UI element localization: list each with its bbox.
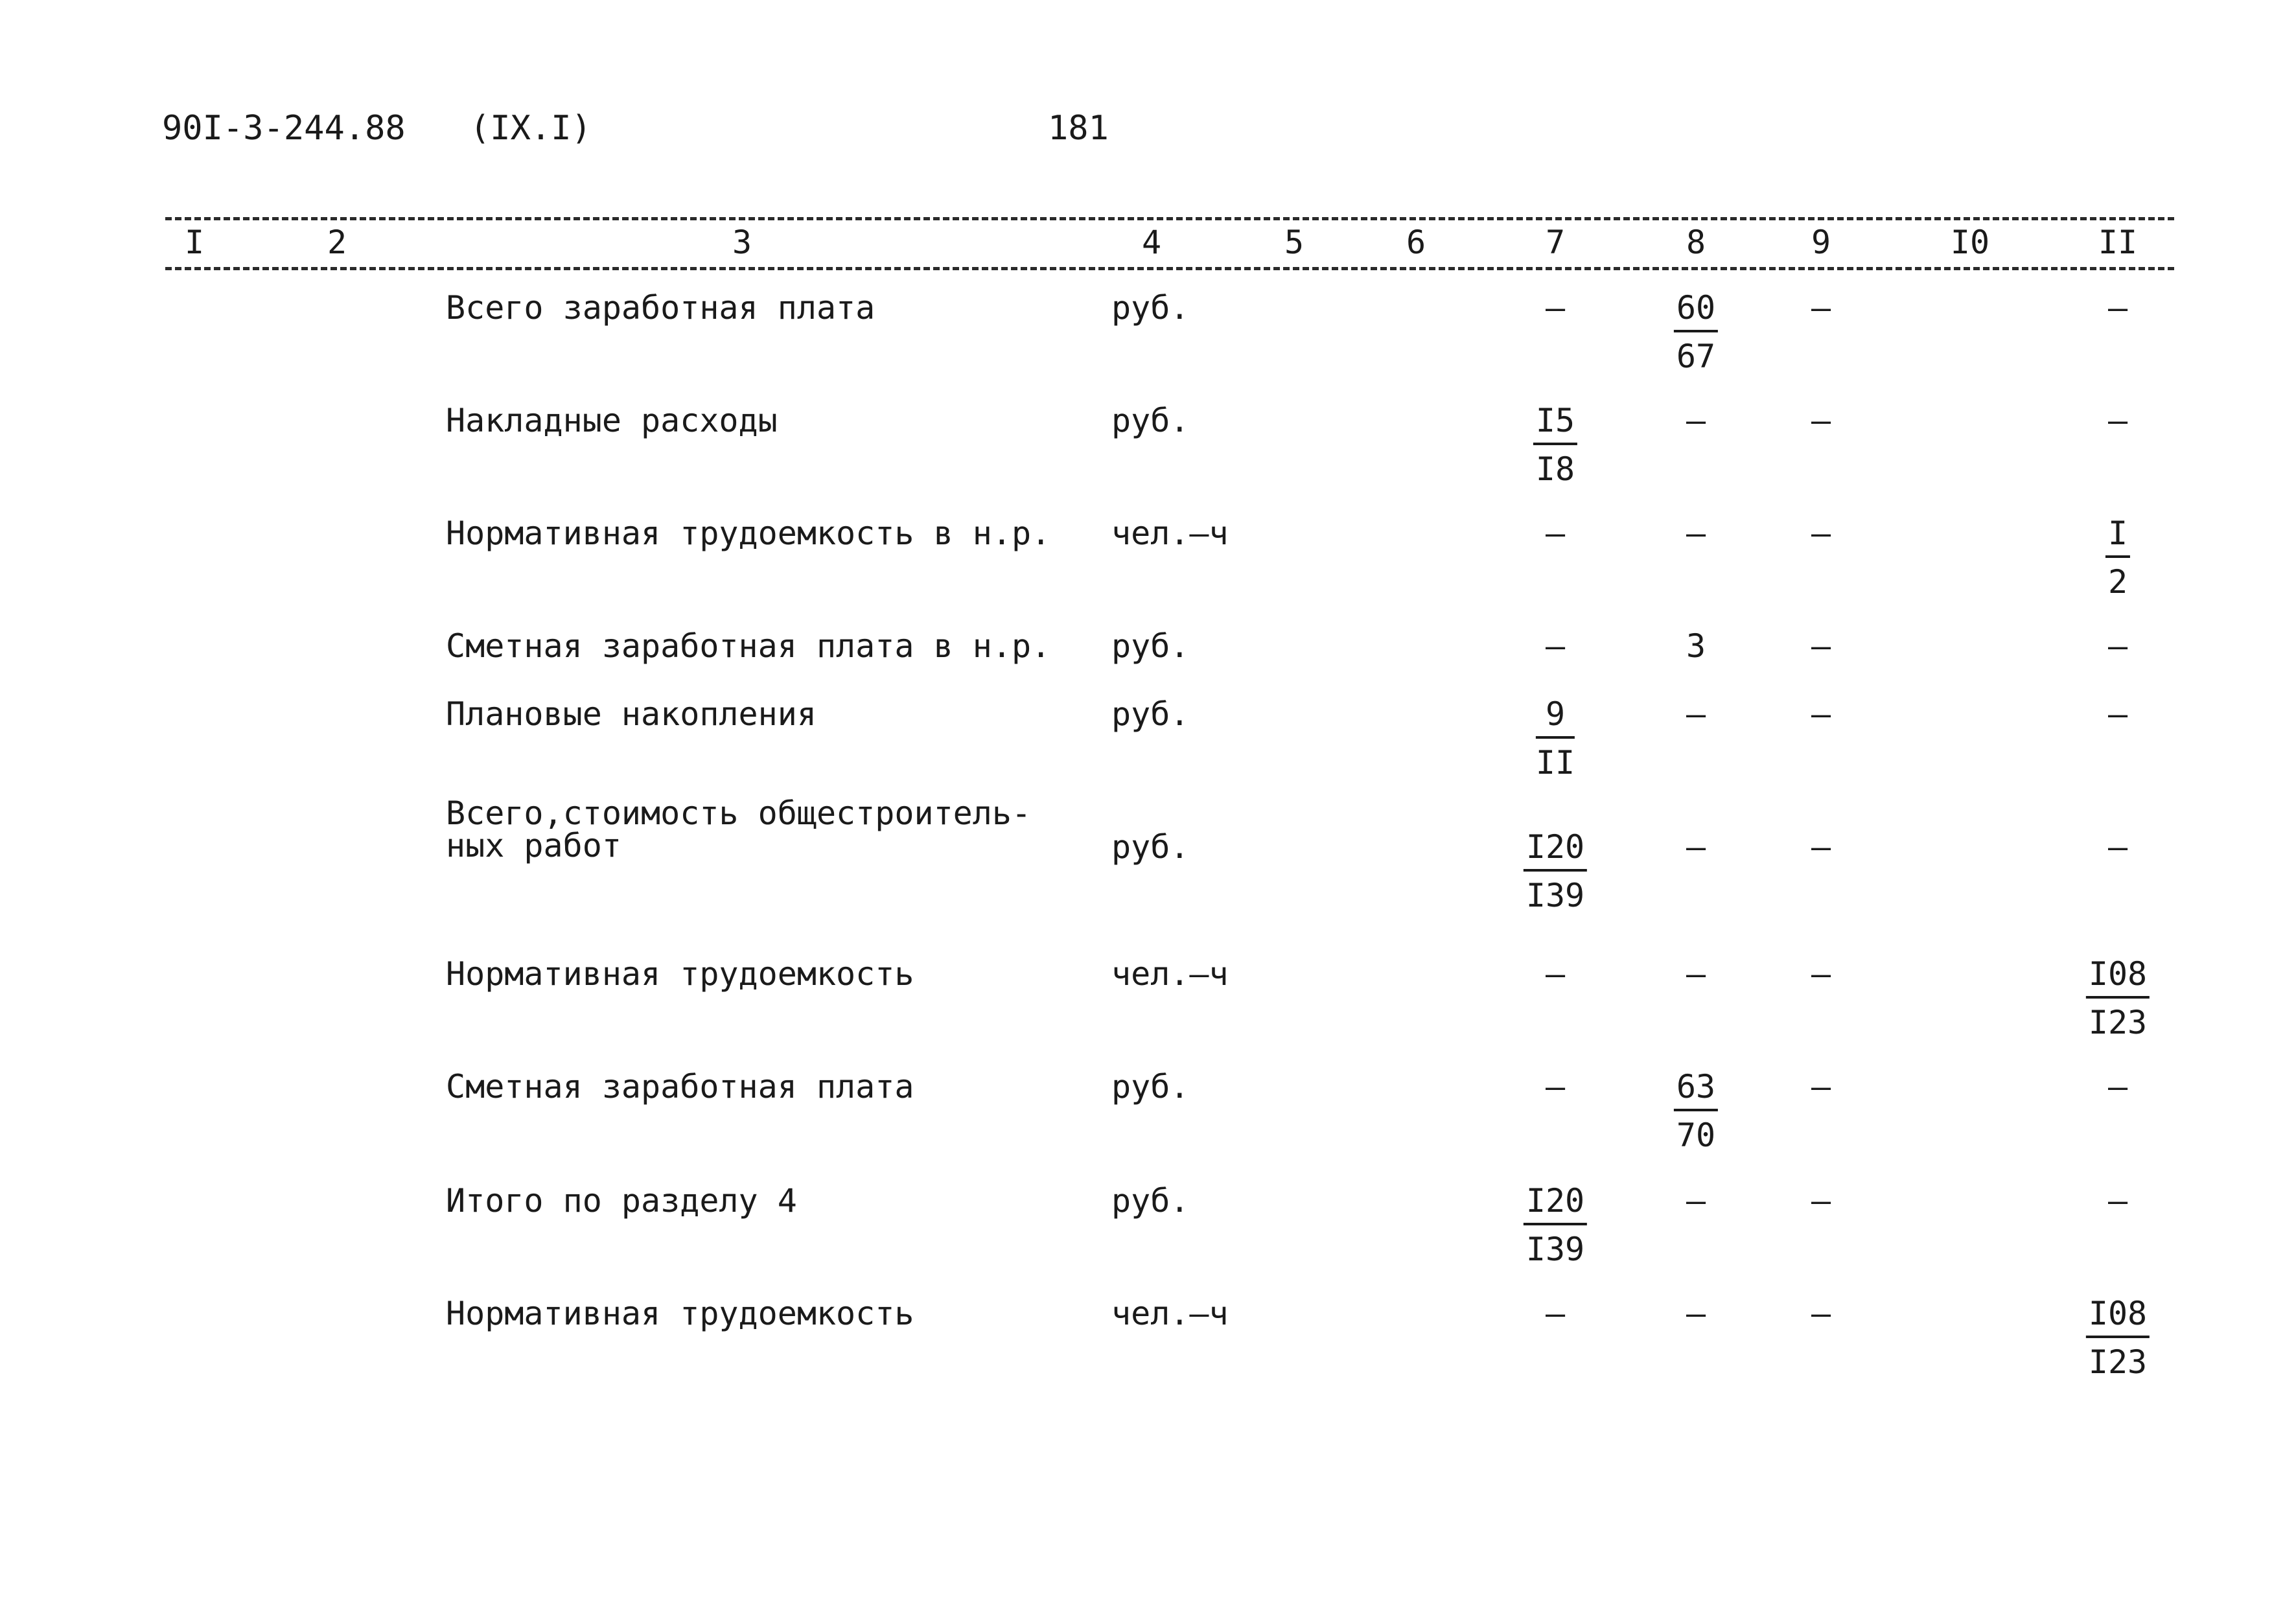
value-col-9: –	[1811, 1068, 1831, 1105]
value-col-11: –	[2107, 627, 2128, 665]
value-col-8: –	[1686, 1295, 1706, 1332]
row-name: Нормативная трудоемкость в н.р.	[446, 515, 1051, 552]
value-col-7	[1536, 697, 1575, 781]
fraction-numerator: 63	[1674, 1069, 1718, 1111]
value-col-8: –	[1686, 955, 1706, 993]
column-number: 8	[1686, 224, 1706, 261]
value-col-9: –	[1811, 695, 1831, 733]
fraction-denominator: I23	[2088, 1004, 2148, 1041]
value-col-9: –	[1811, 1295, 1831, 1332]
value-col-11: –	[2107, 289, 2128, 327]
row-name: Нормативная трудоемкость	[446, 955, 914, 993]
value-col-7: –	[1545, 289, 1566, 327]
value-col-8	[1674, 290, 1718, 375]
row-name: Нормативная трудоемкость	[446, 1295, 914, 1332]
value-col-9: –	[1811, 627, 1831, 665]
value-col-7: –	[1545, 627, 1566, 665]
row-unit: чел.–ч	[1111, 955, 1229, 993]
fraction-numerator: 9	[1536, 697, 1575, 739]
value-col-11: –	[2107, 402, 2128, 439]
value-col-7: –	[1545, 955, 1566, 993]
fraction-numerator: I	[2105, 516, 2130, 558]
fraction-numerator: 60	[1674, 290, 1718, 332]
column-number: 5	[1284, 224, 1305, 261]
column-number: 3	[732, 224, 752, 261]
value-col-11: –	[2107, 1068, 2128, 1105]
fraction-denominator: 67	[1676, 338, 1716, 375]
value-col-9: –	[1811, 515, 1831, 552]
column-number: I0	[1950, 224, 1990, 261]
value-col-11: –	[2107, 695, 2128, 733]
row-name: Плановые накопления	[446, 695, 817, 733]
value-col-11	[2105, 516, 2130, 600]
value-col-7	[1533, 403, 1577, 487]
value-col-11	[2086, 956, 2150, 1041]
row-unit: руб.	[1111, 695, 1190, 733]
column-number: 4	[1141, 224, 1162, 261]
row-name: Итого по разделу 4	[446, 1182, 797, 1220]
column-number: 9	[1811, 224, 1831, 261]
value-col-8: 3	[1686, 627, 1706, 665]
row-unit: руб.	[1111, 402, 1190, 439]
value-col-7: –	[1545, 515, 1566, 552]
value-col-7: –	[1545, 1068, 1566, 1105]
column-number: I	[184, 224, 205, 261]
value-col-8: –	[1686, 1182, 1706, 1220]
fraction-denominator: 2	[2107, 563, 2128, 601]
value-col-8: –	[1686, 515, 1706, 552]
value-col-11: –	[2107, 1182, 2128, 1220]
fraction-numerator: I20	[1524, 1183, 1587, 1225]
document-code: 90I-3-244.88	[162, 109, 406, 148]
column-number: 2	[327, 224, 347, 261]
value-col-9: –	[1811, 402, 1831, 439]
fraction-numerator: I20	[1524, 829, 1587, 872]
value-col-8	[1674, 1069, 1718, 1153]
page-number: 181	[1048, 109, 1109, 148]
fraction-denominator: II	[1535, 744, 1575, 781]
row-name-line: ных работ	[446, 827, 621, 864]
value-col-9: –	[1811, 1182, 1831, 1220]
value-col-7	[1524, 1183, 1587, 1268]
row-unit: руб.	[1111, 828, 1190, 866]
row-name: Накладные расходы	[446, 402, 778, 439]
value-col-7: –	[1545, 1295, 1566, 1332]
row-name: Сметная заработная плата	[446, 1068, 914, 1105]
fraction-numerator: I08	[2086, 956, 2150, 999]
fraction-denominator: I39	[1525, 1231, 1585, 1268]
row-unit: чел.–ч	[1111, 515, 1229, 552]
fraction-numerator: I5	[1533, 403, 1577, 445]
row-unit: руб.	[1111, 627, 1190, 665]
value-col-7	[1524, 829, 1587, 914]
table-header-top-rule	[165, 217, 2174, 220]
value-col-8: –	[1686, 695, 1706, 733]
value-col-8: –	[1686, 402, 1706, 439]
value-col-9: –	[1811, 955, 1831, 993]
row-unit: руб.	[1111, 1182, 1190, 1220]
table-header-bottom-rule	[165, 267, 2174, 270]
column-number: 7	[1545, 224, 1566, 261]
fraction-denominator: I23	[2088, 1343, 2148, 1381]
row-unit: руб.	[1111, 1068, 1190, 1105]
row-name-line: Всего,стоимость общестроитель-	[446, 794, 1032, 832]
fraction-denominator: 70	[1676, 1117, 1716, 1154]
row-unit: руб.	[1111, 289, 1190, 327]
row-name: Сметная заработная плата в н.р.	[446, 627, 1051, 665]
value-col-11	[2086, 1296, 2150, 1380]
fraction-denominator: I8	[1535, 450, 1575, 488]
row-unit: чел.–ч	[1111, 1295, 1229, 1332]
value-col-11: –	[2107, 828, 2128, 866]
value-col-8: –	[1686, 828, 1706, 866]
row-name	[446, 794, 1032, 864]
column-number: 6	[1406, 224, 1426, 261]
fraction-numerator: I08	[2086, 1296, 2150, 1338]
section-label: (IX.I)	[470, 109, 592, 148]
fraction-denominator: I39	[1525, 877, 1585, 914]
row-name: Всего заработная плата	[446, 289, 875, 327]
column-number: II	[2098, 224, 2138, 261]
value-col-9: –	[1811, 828, 1831, 866]
value-col-9: –	[1811, 289, 1831, 327]
